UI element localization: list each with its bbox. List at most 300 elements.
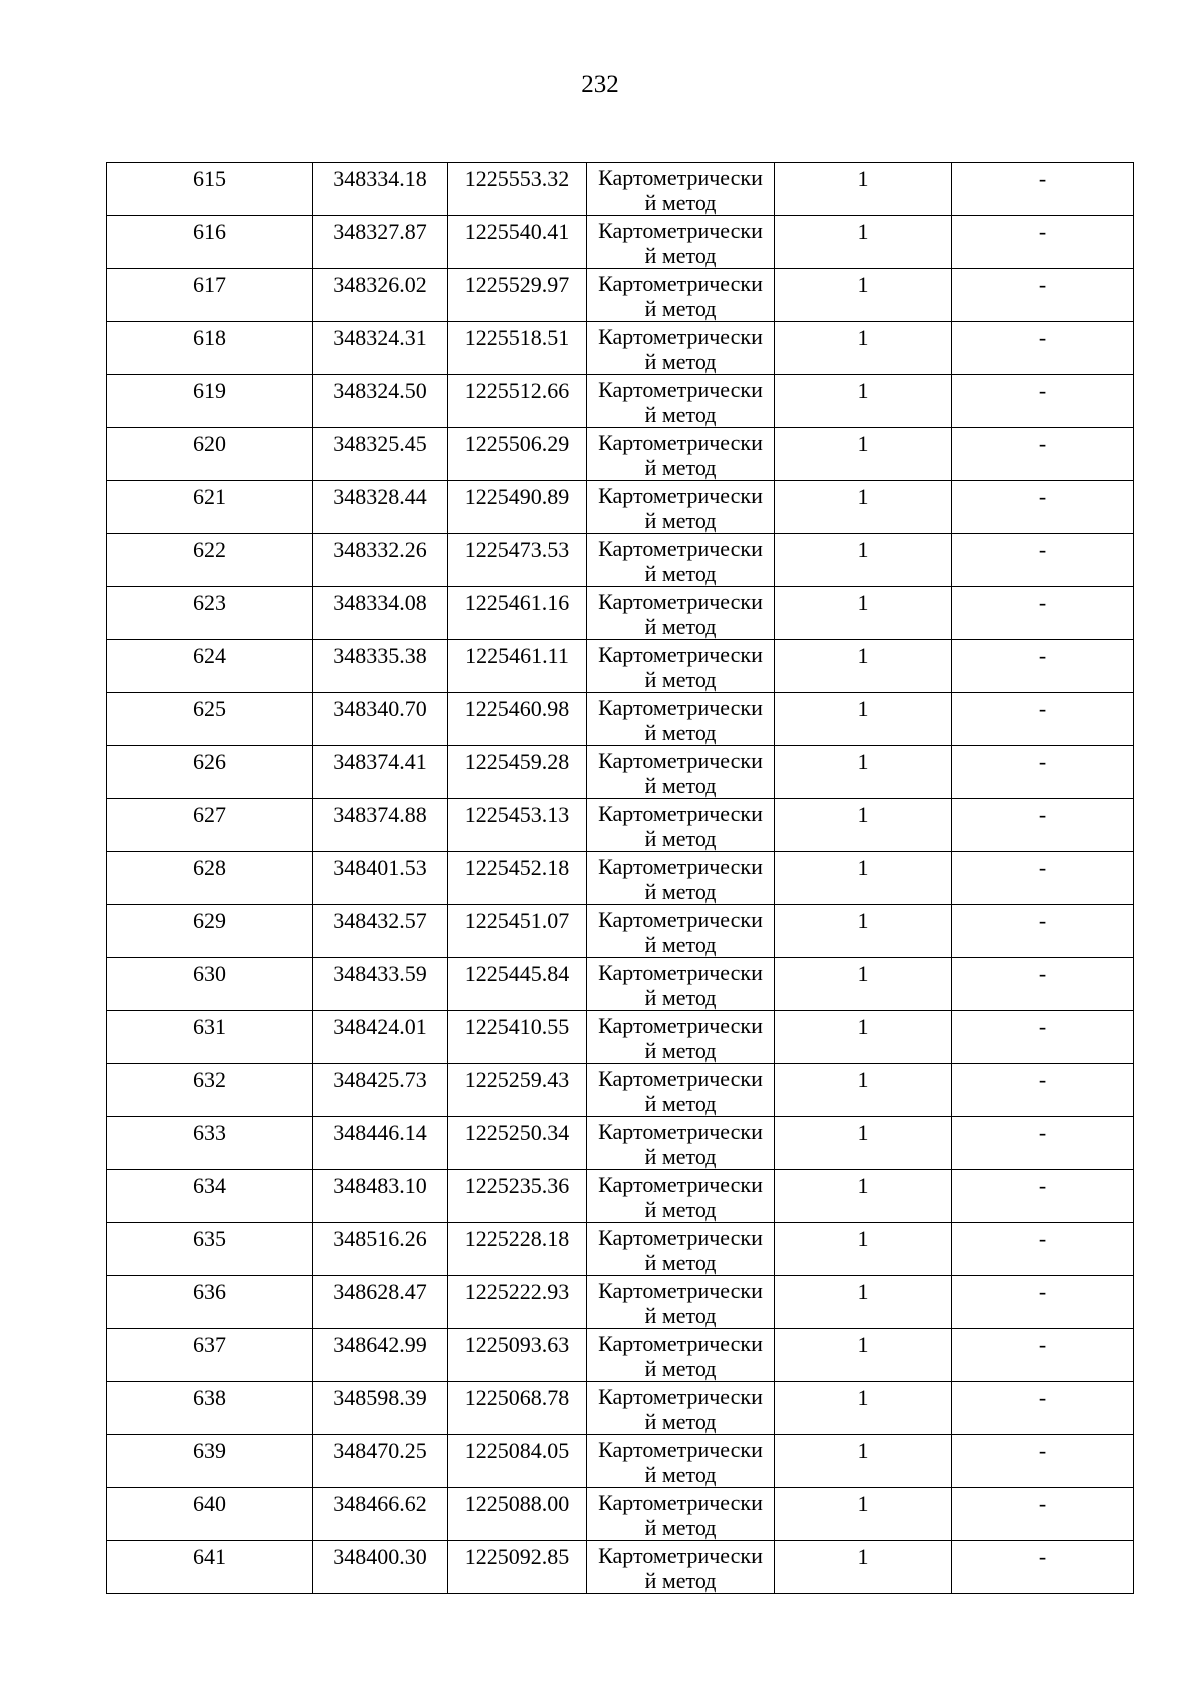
note-cell-text: - bbox=[1038, 696, 1047, 721]
y-coordinate-cell-text: 1225093.63 bbox=[464, 1332, 570, 1357]
note-cell bbox=[952, 1170, 1134, 1223]
x-coordinate-cell-text: 348598.39 bbox=[333, 1385, 427, 1410]
table-row bbox=[107, 1064, 1134, 1117]
point-number-cell-text: 628 bbox=[193, 855, 226, 880]
x-coordinate-cell bbox=[313, 905, 448, 958]
y-coordinate-cell-text: 1225410.55 bbox=[464, 1014, 570, 1039]
y-coordinate-cell-text: 1225222.93 bbox=[464, 1279, 570, 1304]
accuracy-cell bbox=[775, 322, 952, 375]
table-row bbox=[107, 534, 1134, 587]
y-coordinate-cell bbox=[448, 216, 587, 269]
note-cell-text: - bbox=[1038, 272, 1047, 297]
y-coordinate-cell bbox=[448, 852, 587, 905]
point-number-cell bbox=[107, 958, 313, 1011]
accuracy-cell-text: 1 bbox=[857, 1332, 869, 1357]
accuracy-cell-text: 1 bbox=[857, 378, 869, 403]
table-row bbox=[107, 587, 1134, 640]
table-row bbox=[107, 1382, 1134, 1435]
point-number-cell-text: 616 bbox=[193, 219, 226, 244]
method-cell-text: Картометрически й метод bbox=[598, 1437, 763, 1487]
note-cell-text: - bbox=[1038, 1014, 1047, 1039]
method-cell bbox=[587, 799, 775, 852]
point-number-cell-text: 623 bbox=[193, 590, 226, 615]
accuracy-cell-text: 1 bbox=[857, 1385, 869, 1410]
x-coordinate-cell-text: 348334.08 bbox=[333, 590, 427, 615]
x-coordinate-cell bbox=[313, 216, 448, 269]
y-coordinate-cell bbox=[448, 746, 587, 799]
coordinates-table-body bbox=[107, 163, 1134, 1594]
point-number-cell-text: 639 bbox=[193, 1438, 226, 1463]
x-coordinate-cell bbox=[313, 1541, 448, 1594]
note-cell-text: - bbox=[1038, 1332, 1047, 1357]
accuracy-cell-text: 1 bbox=[857, 1120, 869, 1145]
method-cell bbox=[587, 693, 775, 746]
note-cell bbox=[952, 1435, 1134, 1488]
y-coordinate-cell-text: 1225259.43 bbox=[464, 1067, 570, 1092]
table-row bbox=[107, 322, 1134, 375]
table-row bbox=[107, 640, 1134, 693]
x-coordinate-cell-text: 348432.57 bbox=[333, 908, 427, 933]
table-row bbox=[107, 1276, 1134, 1329]
method-cell bbox=[587, 587, 775, 640]
y-coordinate-cell-text: 1225460.98 bbox=[464, 696, 570, 721]
accuracy-cell bbox=[775, 958, 952, 1011]
x-coordinate-cell-text: 348328.44 bbox=[333, 484, 427, 509]
accuracy-cell bbox=[775, 534, 952, 587]
note-cell-text: - bbox=[1038, 1120, 1047, 1145]
method-cell bbox=[587, 1382, 775, 1435]
point-number-cell-text: 625 bbox=[193, 696, 226, 721]
method-cell-text: Картометрически й метод bbox=[598, 377, 763, 427]
accuracy-cell bbox=[775, 1170, 952, 1223]
x-coordinate-cell-text: 348516.26 bbox=[333, 1226, 427, 1251]
point-number-cell-text: 641 bbox=[193, 1544, 226, 1569]
table-row bbox=[107, 481, 1134, 534]
accuracy-cell bbox=[775, 640, 952, 693]
y-coordinate-cell bbox=[448, 1382, 587, 1435]
accuracy-cell bbox=[775, 1276, 952, 1329]
y-coordinate-cell-text: 1225518.51 bbox=[464, 325, 570, 350]
method-cell bbox=[587, 1170, 775, 1223]
note-cell bbox=[952, 640, 1134, 693]
note-cell-text: - bbox=[1038, 1385, 1047, 1410]
note-cell bbox=[952, 534, 1134, 587]
accuracy-cell-text: 1 bbox=[857, 961, 869, 986]
method-cell-text: Картометрически й метод bbox=[598, 430, 763, 480]
accuracy-cell-text: 1 bbox=[857, 696, 869, 721]
x-coordinate-cell bbox=[313, 163, 448, 216]
point-number-cell-text: 630 bbox=[193, 961, 226, 986]
point-number-cell bbox=[107, 693, 313, 746]
method-cell bbox=[587, 481, 775, 534]
note-cell-text: - bbox=[1038, 1226, 1047, 1251]
x-coordinate-cell-text: 348374.88 bbox=[333, 802, 427, 827]
x-coordinate-cell bbox=[313, 1329, 448, 1382]
method-cell-text: Картометрически й метод bbox=[598, 483, 763, 533]
method-cell-text: Картометрически й метод bbox=[598, 589, 763, 639]
point-number-cell bbox=[107, 1435, 313, 1488]
note-cell-text: - bbox=[1038, 1173, 1047, 1198]
method-cell bbox=[587, 1488, 775, 1541]
method-cell bbox=[587, 1011, 775, 1064]
y-coordinate-cell-text: 1225084.05 bbox=[464, 1438, 570, 1463]
accuracy-cell bbox=[775, 1382, 952, 1435]
x-coordinate-cell-text: 348334.18 bbox=[333, 166, 427, 191]
method-cell bbox=[587, 534, 775, 587]
table-row bbox=[107, 1117, 1134, 1170]
note-cell bbox=[952, 216, 1134, 269]
y-coordinate-cell-text: 1225506.29 bbox=[464, 431, 570, 456]
method-cell-text: Картометрически й метод bbox=[598, 695, 763, 745]
accuracy-cell bbox=[775, 428, 952, 481]
x-coordinate-cell bbox=[313, 534, 448, 587]
method-cell bbox=[587, 428, 775, 481]
note-cell bbox=[952, 1011, 1134, 1064]
x-coordinate-cell-text: 348332.26 bbox=[333, 537, 427, 562]
point-number-cell-text: 634 bbox=[193, 1173, 226, 1198]
point-number-cell bbox=[107, 799, 313, 852]
x-coordinate-cell-text: 348446.14 bbox=[333, 1120, 427, 1145]
note-cell-text: - bbox=[1038, 219, 1047, 244]
point-number-cell bbox=[107, 534, 313, 587]
method-cell-text: Картометрически й метод bbox=[598, 218, 763, 268]
point-number-cell-text: 633 bbox=[193, 1120, 226, 1145]
accuracy-cell-text: 1 bbox=[857, 325, 869, 350]
y-coordinate-cell bbox=[448, 1170, 587, 1223]
accuracy-cell-text: 1 bbox=[857, 749, 869, 774]
y-coordinate-cell-text: 1225461.11 bbox=[465, 643, 569, 668]
point-number-cell bbox=[107, 1064, 313, 1117]
y-coordinate-cell bbox=[448, 322, 587, 375]
method-cell bbox=[587, 746, 775, 799]
accuracy-cell bbox=[775, 1117, 952, 1170]
point-number-cell bbox=[107, 1223, 313, 1276]
x-coordinate-cell bbox=[313, 1276, 448, 1329]
accuracy-cell bbox=[775, 1488, 952, 1541]
method-cell-text: Картометрически й метод bbox=[598, 1013, 763, 1063]
method-cell-text: Картометрически й метод bbox=[598, 1066, 763, 1116]
note-cell bbox=[952, 1117, 1134, 1170]
note-cell bbox=[952, 375, 1134, 428]
note-cell bbox=[952, 958, 1134, 1011]
accuracy-cell bbox=[775, 693, 952, 746]
point-number-cell-text: 621 bbox=[193, 484, 226, 509]
accuracy-cell-text: 1 bbox=[857, 537, 869, 562]
x-coordinate-cell-text: 348327.87 bbox=[333, 219, 427, 244]
accuracy-cell bbox=[775, 1329, 952, 1382]
note-cell bbox=[952, 1223, 1134, 1276]
x-coordinate-cell bbox=[313, 799, 448, 852]
point-number-cell-text: 624 bbox=[193, 643, 226, 668]
note-cell bbox=[952, 269, 1134, 322]
note-cell-text: - bbox=[1038, 378, 1047, 403]
x-coordinate-cell-text: 348340.70 bbox=[333, 696, 427, 721]
x-coordinate-cell-text: 348324.31 bbox=[333, 325, 427, 350]
point-number-cell-text: 640 bbox=[193, 1491, 226, 1516]
accuracy-cell bbox=[775, 1011, 952, 1064]
note-cell-text: - bbox=[1038, 643, 1047, 668]
y-coordinate-cell bbox=[448, 428, 587, 481]
table-row bbox=[107, 1541, 1134, 1594]
note-cell bbox=[952, 799, 1134, 852]
accuracy-cell bbox=[775, 481, 952, 534]
x-coordinate-cell bbox=[313, 481, 448, 534]
y-coordinate-cell-text: 1225451.07 bbox=[464, 908, 570, 933]
table-row bbox=[107, 1223, 1134, 1276]
method-cell bbox=[587, 1223, 775, 1276]
accuracy-cell-text: 1 bbox=[857, 908, 869, 933]
y-coordinate-cell-text: 1225512.66 bbox=[464, 378, 570, 403]
accuracy-cell-text: 1 bbox=[857, 1014, 869, 1039]
table-row bbox=[107, 746, 1134, 799]
point-number-cell-text: 635 bbox=[193, 1226, 226, 1251]
table-row bbox=[107, 1435, 1134, 1488]
y-coordinate-cell bbox=[448, 1435, 587, 1488]
accuracy-cell bbox=[775, 1541, 952, 1594]
point-number-cell bbox=[107, 587, 313, 640]
accuracy-cell bbox=[775, 163, 952, 216]
table-row bbox=[107, 375, 1134, 428]
note-cell bbox=[952, 746, 1134, 799]
note-cell-text: - bbox=[1038, 1438, 1047, 1463]
x-coordinate-cell-text: 348433.59 bbox=[333, 961, 427, 986]
x-coordinate-cell-text: 348483.10 bbox=[333, 1173, 427, 1198]
point-number-cell bbox=[107, 1382, 313, 1435]
point-number-cell-text: 615 bbox=[193, 166, 226, 191]
y-coordinate-cell bbox=[448, 1488, 587, 1541]
table-row bbox=[107, 216, 1134, 269]
point-number-cell-text: 638 bbox=[193, 1385, 226, 1410]
note-cell-text: - bbox=[1038, 802, 1047, 827]
method-cell-text: Картометрически й метод bbox=[598, 1331, 763, 1381]
accuracy-cell-text: 1 bbox=[857, 1173, 869, 1198]
x-coordinate-cell-text: 348628.47 bbox=[333, 1279, 427, 1304]
method-cell-text: Картометрически й метод bbox=[598, 801, 763, 851]
x-coordinate-cell bbox=[313, 1488, 448, 1541]
y-coordinate-cell-text: 1225452.18 bbox=[464, 855, 570, 880]
point-number-cell-text: 618 bbox=[193, 325, 226, 350]
table-row bbox=[107, 1488, 1134, 1541]
accuracy-cell-text: 1 bbox=[857, 1067, 869, 1092]
method-cell-text: Картометрически й метод bbox=[598, 960, 763, 1010]
point-number-cell-text: 627 bbox=[193, 802, 226, 827]
x-coordinate-cell bbox=[313, 1170, 448, 1223]
y-coordinate-cell bbox=[448, 958, 587, 1011]
table-row bbox=[107, 905, 1134, 958]
method-cell bbox=[587, 640, 775, 693]
y-coordinate-cell-text: 1225490.89 bbox=[464, 484, 570, 509]
note-cell bbox=[952, 852, 1134, 905]
accuracy-cell-text: 1 bbox=[857, 1544, 869, 1569]
x-coordinate-cell bbox=[313, 1064, 448, 1117]
x-coordinate-cell bbox=[313, 1011, 448, 1064]
y-coordinate-cell bbox=[448, 587, 587, 640]
accuracy-cell-text: 1 bbox=[857, 1279, 869, 1304]
y-coordinate-cell bbox=[448, 534, 587, 587]
y-coordinate-cell-text: 1225235.36 bbox=[464, 1173, 570, 1198]
method-cell bbox=[587, 958, 775, 1011]
method-cell bbox=[587, 1541, 775, 1594]
y-coordinate-cell-text: 1225473.53 bbox=[464, 537, 570, 562]
note-cell-text: - bbox=[1038, 749, 1047, 774]
y-coordinate-cell-text: 1225228.18 bbox=[464, 1226, 570, 1251]
note-cell-text: - bbox=[1038, 537, 1047, 562]
method-cell bbox=[587, 163, 775, 216]
note-cell-text: - bbox=[1038, 1491, 1047, 1516]
point-number-cell bbox=[107, 746, 313, 799]
accuracy-cell-text: 1 bbox=[857, 1491, 869, 1516]
note-cell bbox=[952, 905, 1134, 958]
table-row bbox=[107, 693, 1134, 746]
table-row bbox=[107, 269, 1134, 322]
y-coordinate-cell bbox=[448, 1064, 587, 1117]
x-coordinate-cell bbox=[313, 1117, 448, 1170]
point-number-cell-text: 636 bbox=[193, 1279, 226, 1304]
x-coordinate-cell-text: 348374.41 bbox=[333, 749, 427, 774]
point-number-cell bbox=[107, 1329, 313, 1382]
x-coordinate-cell bbox=[313, 587, 448, 640]
x-coordinate-cell bbox=[313, 1382, 448, 1435]
table-row bbox=[107, 799, 1134, 852]
y-coordinate-cell-text: 1225453.13 bbox=[464, 802, 570, 827]
y-coordinate-cell bbox=[448, 905, 587, 958]
x-coordinate-cell bbox=[313, 428, 448, 481]
y-coordinate-cell-text: 1225250.34 bbox=[464, 1120, 570, 1145]
accuracy-cell bbox=[775, 746, 952, 799]
accuracy-cell-text: 1 bbox=[857, 855, 869, 880]
table-row bbox=[107, 163, 1134, 216]
note-cell bbox=[952, 1382, 1134, 1435]
method-cell-text: Картометрически й метод bbox=[598, 1543, 763, 1593]
x-coordinate-cell-text: 348325.45 bbox=[333, 431, 427, 456]
y-coordinate-cell bbox=[448, 269, 587, 322]
note-cell-text: - bbox=[1038, 1544, 1047, 1569]
note-cell bbox=[952, 428, 1134, 481]
y-coordinate-cell-text: 1225459.28 bbox=[464, 749, 570, 774]
x-coordinate-cell bbox=[313, 375, 448, 428]
method-cell bbox=[587, 852, 775, 905]
point-number-cell-text: 622 bbox=[193, 537, 226, 562]
note-cell bbox=[952, 693, 1134, 746]
y-coordinate-cell-text: 1225461.16 bbox=[464, 590, 570, 615]
method-cell-text: Картометрически й метод bbox=[598, 271, 763, 321]
accuracy-cell-text: 1 bbox=[857, 802, 869, 827]
point-number-cell bbox=[107, 1170, 313, 1223]
point-number-cell bbox=[107, 1011, 313, 1064]
table-row bbox=[107, 958, 1134, 1011]
note-cell-text: - bbox=[1038, 325, 1047, 350]
point-number-cell bbox=[107, 322, 313, 375]
page-number: 232 bbox=[581, 71, 619, 98]
method-cell-text: Картометрически й метод bbox=[598, 1172, 763, 1222]
table-row bbox=[107, 428, 1134, 481]
method-cell-text: Картометрически й метод bbox=[598, 748, 763, 798]
method-cell bbox=[587, 905, 775, 958]
y-coordinate-cell bbox=[448, 1329, 587, 1382]
y-coordinate-cell-text: 1225068.78 bbox=[464, 1385, 570, 1410]
x-coordinate-cell-text: 348470.25 bbox=[333, 1438, 427, 1463]
point-number-cell bbox=[107, 640, 313, 693]
y-coordinate-cell-text: 1225092.85 bbox=[464, 1544, 570, 1569]
x-coordinate-cell bbox=[313, 958, 448, 1011]
coordinates-table bbox=[106, 162, 1134, 1594]
table-row bbox=[107, 1329, 1134, 1382]
x-coordinate-cell bbox=[313, 322, 448, 375]
point-number-cell bbox=[107, 1541, 313, 1594]
accuracy-cell bbox=[775, 1064, 952, 1117]
method-cell-text: Картометрически й метод bbox=[598, 1225, 763, 1275]
y-coordinate-cell bbox=[448, 693, 587, 746]
y-coordinate-cell bbox=[448, 1223, 587, 1276]
note-cell bbox=[952, 1541, 1134, 1594]
y-coordinate-cell bbox=[448, 375, 587, 428]
y-coordinate-cell-text: 1225088.00 bbox=[464, 1491, 570, 1516]
accuracy-cell bbox=[775, 587, 952, 640]
x-coordinate-cell bbox=[313, 1435, 448, 1488]
y-coordinate-cell bbox=[448, 163, 587, 216]
point-number-cell bbox=[107, 1117, 313, 1170]
method-cell bbox=[587, 269, 775, 322]
point-number-cell-text: 617 bbox=[193, 272, 226, 297]
y-coordinate-cell-text: 1225445.84 bbox=[464, 961, 570, 986]
note-cell-text: - bbox=[1038, 855, 1047, 880]
accuracy-cell-text: 1 bbox=[857, 590, 869, 615]
y-coordinate-cell-text: 1225540.41 bbox=[464, 219, 570, 244]
x-coordinate-cell bbox=[313, 640, 448, 693]
x-coordinate-cell-text: 348425.73 bbox=[333, 1067, 427, 1092]
point-number-cell bbox=[107, 163, 313, 216]
method-cell-text: Картометрически й метод bbox=[598, 854, 763, 904]
accuracy-cell bbox=[775, 905, 952, 958]
accuracy-cell bbox=[775, 1223, 952, 1276]
method-cell bbox=[587, 1064, 775, 1117]
point-number-cell bbox=[107, 905, 313, 958]
note-cell-text: - bbox=[1038, 431, 1047, 456]
note-cell-text: - bbox=[1038, 1279, 1047, 1304]
accuracy-cell-text: 1 bbox=[857, 166, 869, 191]
y-coordinate-cell-text: 1225553.32 bbox=[464, 166, 570, 191]
x-coordinate-cell-text: 348324.50 bbox=[333, 378, 427, 403]
point-number-cell-text: 629 bbox=[193, 908, 226, 933]
x-coordinate-cell-text: 348642.99 bbox=[333, 1332, 427, 1357]
point-number-cell-text: 619 bbox=[193, 378, 226, 403]
accuracy-cell-text: 1 bbox=[857, 1438, 869, 1463]
note-cell bbox=[952, 163, 1134, 216]
note-cell bbox=[952, 1329, 1134, 1382]
point-number-cell bbox=[107, 1276, 313, 1329]
y-coordinate-cell bbox=[448, 481, 587, 534]
accuracy-cell-text: 1 bbox=[857, 1226, 869, 1251]
note-cell-text: - bbox=[1038, 484, 1047, 509]
table-row bbox=[107, 1170, 1134, 1223]
note-cell bbox=[952, 1064, 1134, 1117]
y-coordinate-cell-text: 1225529.97 bbox=[464, 272, 570, 297]
method-cell-text: Картометрически й метод bbox=[598, 1384, 763, 1434]
point-number-cell-text: 631 bbox=[193, 1014, 226, 1039]
x-coordinate-cell-text: 348424.01 bbox=[333, 1014, 427, 1039]
x-coordinate-cell-text: 348466.62 bbox=[333, 1491, 427, 1516]
table-row bbox=[107, 1011, 1134, 1064]
note-cell bbox=[952, 322, 1134, 375]
note-cell-text: - bbox=[1038, 961, 1047, 986]
method-cell-text: Картометрически й метод bbox=[598, 1490, 763, 1540]
note-cell bbox=[952, 587, 1134, 640]
point-number-cell-text: 626 bbox=[193, 749, 226, 774]
accuracy-cell-text: 1 bbox=[857, 431, 869, 456]
x-coordinate-cell-text: 348335.38 bbox=[333, 643, 427, 668]
method-cell-text: Картометрически й метод bbox=[598, 642, 763, 692]
x-coordinate-cell bbox=[313, 746, 448, 799]
